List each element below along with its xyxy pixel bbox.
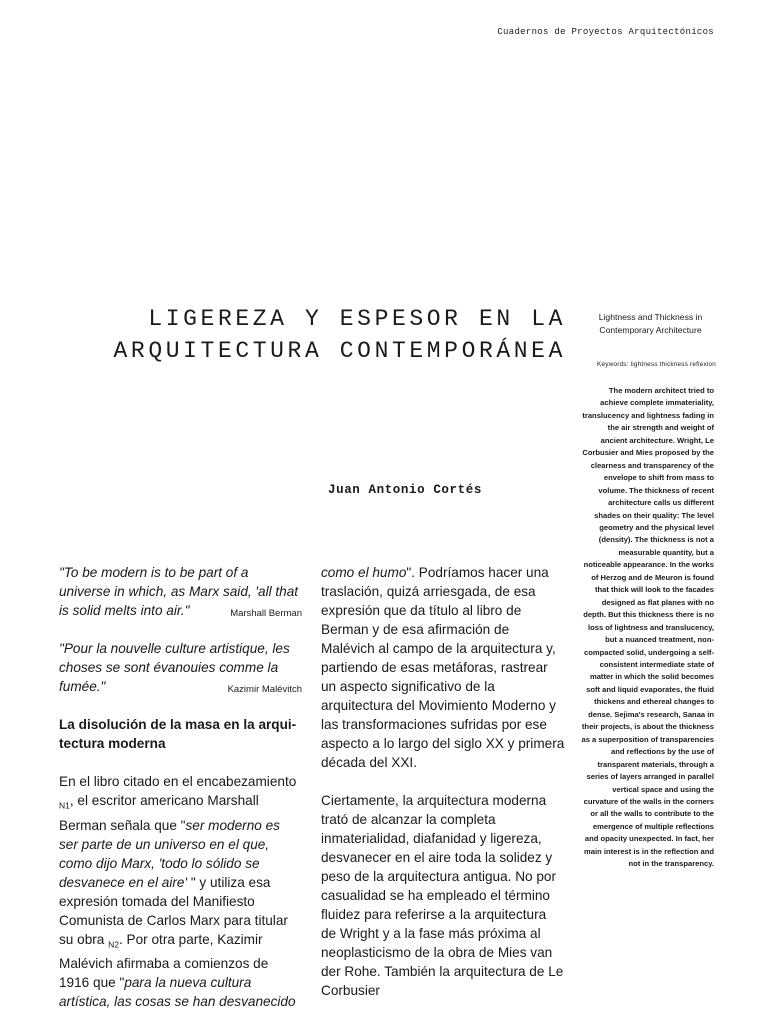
abstract: The modern architect tried to achieve complete immateriality, translucency and lightness fading in the air strength and weight of ancient architecture. Wright, Le Corbusier and Mies proposed by the clearness and transparency of the envelope to shift from mass to volume. The thickness of recent architecture calls us different shades on their quality: The level geometry and the physical level (density). The thickness is not a measurable quantity, but a noticeable appearance. In the works of Herzog and de Meuron is found that thick will look to the facades designed as flat planes with no depth. But this thickness there is no loss of lightness and translucency, but a nuanced treatment, non-compacted solid, undergoing a self-consistent intermediate state of matter in which the solid becomes soft and liquid evaporates, the fluid thickens and ethereal changes to dense. Sejima's research, Sanaa in their projects, is about the thickness as a superposition of transparencies and reflections by the use of transparent materials, through a series of layers arranged in parallel vertical space and using the curvature of the walls in the corners or all the walls to contribute to the emergence of multiple reflections and opacity unexpected. In fact, her main interest is in the reflection and not in the transparency. bbox=[581, 386, 714, 869]
epigraph-author: Marshall Berman bbox=[230, 608, 302, 619]
epigraph bbox=[59, 639, 302, 696]
article-title bbox=[86, 303, 566, 367]
footnote-ref: N2 bbox=[108, 939, 119, 950]
article-title-line1: LIGEREZA Y ESPESOR EN LA bbox=[148, 306, 566, 332]
journal-header: Cuadernos de Proyectos Arquitectónicos bbox=[497, 27, 714, 37]
english-title bbox=[585, 311, 716, 336]
body-text: " y utiliza esa expresión tomada del Manifiesto Comunista de Carlos Marx para titular su obra bbox=[59, 874, 288, 947]
author-name: Juan Antonio Cortés bbox=[328, 483, 482, 497]
body-text: ". Podríamos hacer una traslación, quizá arriesgada, de esa expresión que da título al libro de Berman y de esa afirmación de Malévich al campo de la arquitectura y, partiendo de esas metáforas, rastrear un aspecto significativo de la arquitectura del Movimiento Moderno y las transformaciones sufridas por ese aspecto a lo largo del siglo XX y primera década del XXI. bbox=[321, 565, 565, 770]
footnote-ref: N1 bbox=[59, 800, 70, 811]
text-column-1 bbox=[59, 563, 302, 1011]
body-paragraph bbox=[321, 563, 565, 772]
body-paragraph: Ciertamente, la arquitectura moderna trató de alcanzar la completa inmaterialidad, diafanidad y ligereza, desvanecer en el aire toda la solidez y peso de la arquitectura antigua. No por casualidad se ha empleado el término fluidez para referirse a la arquitectura de Wright y a la fase más próxima al neoplasticismo de la obra de Mies van der Rohe. También la arquitectura de Le Corbusier bbox=[321, 793, 564, 998]
article-title-line2: ARQUITECTURA CONTEMPORÁNEA bbox=[113, 338, 566, 364]
body-text: , el escritor americano Marshall Berman señala que " bbox=[59, 793, 259, 833]
body-text: . Por otra parte, Kazimir Malévich afirmaba a comienzos de 1916 que " bbox=[59, 931, 269, 991]
body-quote: para la nueva cultura artística, las cosas se han desvanecido bbox=[59, 975, 296, 1010]
body-quote: como el humo bbox=[321, 565, 407, 580]
text-column-2 bbox=[321, 563, 565, 1000]
epigraph-text: "To be modern is to be part of a universe in which, as Marx said, 'all that is solid melts into air." bbox=[59, 565, 299, 618]
epigraph-text: "Pour la nouvelle culture artistique, les choses se sont évanouies comme la fumée." bbox=[59, 641, 290, 694]
english-title-line2: Contemporary Architecture bbox=[599, 324, 702, 335]
english-title-line1: Lightness and Thickness in bbox=[598, 312, 703, 322]
body-quote: ser moderno es ser parte de un universo en el que, como dijo Marx, 'todo lo sólido se desvanece en el aire' bbox=[59, 817, 280, 890]
body-text: En el libro citado en el encabezamiento bbox=[59, 774, 297, 789]
keywords: Keywords: lightness thickness reflexion bbox=[597, 361, 716, 368]
section-heading: La disolución de la masa en la arqui- tectura moderna bbox=[59, 717, 297, 751]
epigraph bbox=[59, 563, 302, 620]
body-paragraph bbox=[59, 772, 302, 1011]
epigraph-author: Kazimir Malévitch bbox=[227, 684, 302, 695]
